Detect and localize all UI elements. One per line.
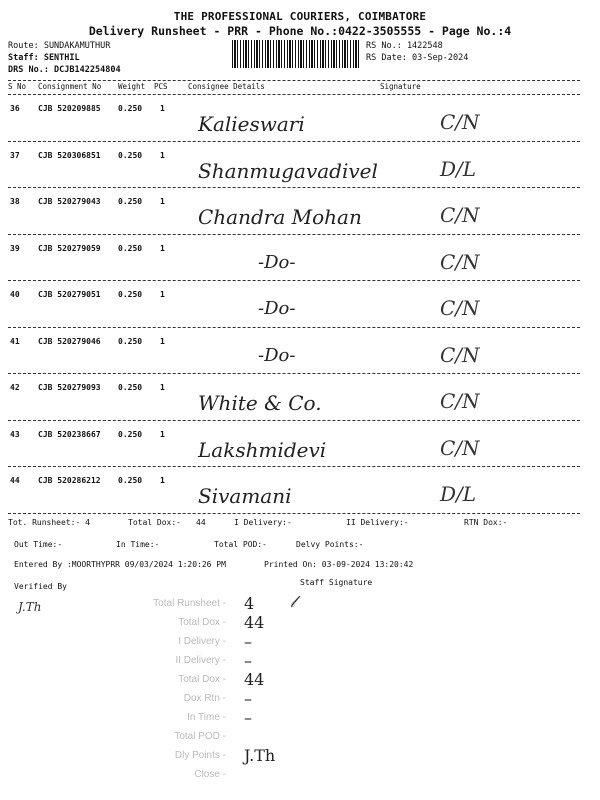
stamp-value: – — [244, 689, 252, 708]
row-consignee: Chandra Mohan — [198, 205, 362, 229]
row-signature: C/N — [440, 342, 480, 367]
stamp-label: Dox Rtn - — [183, 693, 226, 704]
company-title: THE PROFESSIONAL COURIERS, COIMBATORE — [173, 10, 427, 23]
col-consignee: Consignee Details — [188, 82, 265, 91]
row-pcs: 1 — [160, 150, 165, 160]
row-signature: D/L — [440, 156, 477, 181]
row-divider — [8, 373, 580, 374]
row-divider — [8, 513, 580, 514]
row-signature: D/L — [440, 482, 477, 506]
row-signature: C/N — [440, 249, 480, 274]
row-consignee: Shanmugavadivel — [198, 158, 378, 183]
row-weight: 0.250 — [118, 336, 143, 346]
row-consignee: -Do- — [258, 344, 296, 366]
row-signature: C/N — [440, 435, 480, 460]
row-sno: 37 — [10, 150, 20, 160]
row-signature: C/N — [440, 296, 480, 320]
col-sno: S No — [8, 82, 27, 91]
row-consignment-no: CJB 520279046 — [38, 336, 101, 346]
row-pcs: 1 — [160, 476, 165, 485]
tot-runsheet: Tot. Runsheet:- 4 — [8, 518, 90, 527]
row-consignee: Kalieswari — [198, 112, 305, 136]
row-divider — [8, 141, 580, 142]
row-consignee: Sivamani — [198, 484, 292, 508]
barcode — [232, 40, 360, 68]
col-weight: Weight — [118, 82, 146, 91]
verified-by: Verified By — [14, 582, 67, 591]
stamp-label: Close - — [194, 769, 226, 780]
divider — [8, 94, 580, 95]
stamp-label: Dly Points - — [174, 750, 226, 761]
in-time: In Time:- — [116, 540, 160, 549]
row-consignee: White & Co. — [198, 391, 322, 415]
stamp-label: II Delivery - — [175, 655, 226, 666]
verifier-signature: J.Th — [18, 600, 42, 614]
total-dox-label: Total Dox:- — [128, 518, 181, 527]
row-consignment-no: CJB 520209885 — [38, 104, 101, 113]
delvy-points: Delvy Points:- — [296, 540, 364, 549]
row-consignee: Lakshmidevi — [198, 437, 327, 462]
row-consignee: -Do- — [258, 298, 296, 319]
total-pod: Total POD:- — [214, 540, 267, 549]
stamp-value: – — [244, 651, 252, 670]
stamp-value: J.Th — [244, 746, 276, 765]
stamp-label: Total Dox - — [178, 617, 226, 628]
row-weight: 0.250 — [118, 104, 143, 113]
row-weight: 0.250 — [118, 150, 143, 160]
row-consignment-no: CJB 520279059 — [38, 243, 101, 253]
row-signature: C/N — [440, 389, 480, 413]
stamp-value: 4 — [244, 594, 255, 613]
row-sno: 38 — [10, 197, 20, 206]
col-signature: Signature — [380, 82, 421, 91]
row-signature: C/N — [440, 110, 480, 134]
stamp-value: 44 — [244, 670, 265, 689]
stamp-label: Total Runsheet - — [153, 598, 226, 609]
row-divider — [8, 420, 580, 421]
row-consignment-no: CJB 520306851 — [38, 150, 101, 160]
row-consignment-no: CJB 520279093 — [38, 383, 101, 392]
row-sno: 43 — [10, 429, 20, 439]
row-sno: 36 — [10, 104, 20, 113]
row-consignment-no: CJB 520279051 — [38, 290, 101, 299]
stamp-label: Total Dox - — [178, 674, 226, 685]
divider — [8, 80, 580, 81]
row-divider — [8, 466, 580, 467]
row-divider — [8, 234, 580, 235]
row-weight: 0.250 — [118, 383, 143, 392]
row-pcs: 1 — [160, 290, 165, 299]
col-consignment: Consignment No — [38, 82, 102, 91]
row-weight: 0.250 — [118, 197, 143, 206]
entered-by: Entered By :MOORTHYPRR 09/03/2024 1:20:26 PM — [14, 560, 226, 569]
out-time: Out Time:- — [14, 540, 63, 549]
stamp-label: In Time - — [187, 712, 226, 723]
total-dox-value: 44 — [196, 518, 206, 527]
row-pcs: 1 — [160, 336, 165, 346]
rs-date: RS Date: 03-Sep-2024 — [366, 53, 469, 63]
runsheet-subtitle: Delivery Runsheet - PRR - Phone No.:0422-3505555 - Page No.:4 — [88, 24, 512, 38]
staff-label: Staff: SENTHIL — [8, 53, 80, 63]
row-divider — [8, 280, 580, 281]
row-weight: 0.250 — [118, 476, 143, 485]
row-sno: 39 — [10, 243, 20, 253]
row-sno: 42 — [10, 383, 20, 392]
row-divider — [8, 187, 580, 188]
row-weight: 0.250 — [118, 243, 143, 253]
drs-label: DRS No.: DCJB142254804 — [8, 65, 121, 75]
route-label: Route: SUNDAKAMUTHUR — [8, 41, 111, 51]
stamp-value: – — [244, 632, 252, 651]
stamp-label: Total POD - — [174, 731, 226, 742]
row-consignment-no: CJB 520279043 — [38, 197, 101, 206]
row-signature: C/N — [440, 203, 480, 227]
stamp-label: I Delivery - — [178, 636, 226, 647]
stamp-value: 44 — [244, 613, 265, 632]
rtn-dox: RTN Dox:- — [464, 518, 508, 527]
row-consignment-no: CJB 520286212 — [38, 476, 101, 485]
row-pcs: 1 — [160, 197, 165, 206]
row-sno: 40 — [10, 290, 20, 299]
rs-number: RS No.: 1422548 — [366, 41, 443, 51]
row-weight: 0.250 — [118, 290, 143, 299]
row-sno: 44 — [10, 476, 20, 485]
printed-on: Printed On: 03-09-2024 13:20:42 — [264, 560, 414, 569]
stamp-value: – — [244, 708, 252, 727]
row-pcs: 1 — [160, 243, 165, 253]
i-delivery: I Delivery:- — [234, 518, 292, 527]
row-divider — [8, 327, 580, 328]
ii-delivery: II Delivery:- — [346, 518, 409, 527]
col-pcs: PCS — [154, 82, 168, 91]
row-pcs: 1 — [160, 429, 165, 439]
row-consignee: -Do- — [258, 251, 296, 273]
staff-signature-mark: 𝓁 — [290, 592, 296, 611]
row-weight: 0.250 — [118, 429, 143, 439]
row-pcs: 1 — [160, 383, 165, 392]
row-pcs: 1 — [160, 104, 165, 113]
staff-signature: Staff Signature — [300, 578, 373, 587]
row-consignment-no: CJB 520238667 — [38, 429, 101, 439]
row-sno: 41 — [10, 336, 20, 346]
